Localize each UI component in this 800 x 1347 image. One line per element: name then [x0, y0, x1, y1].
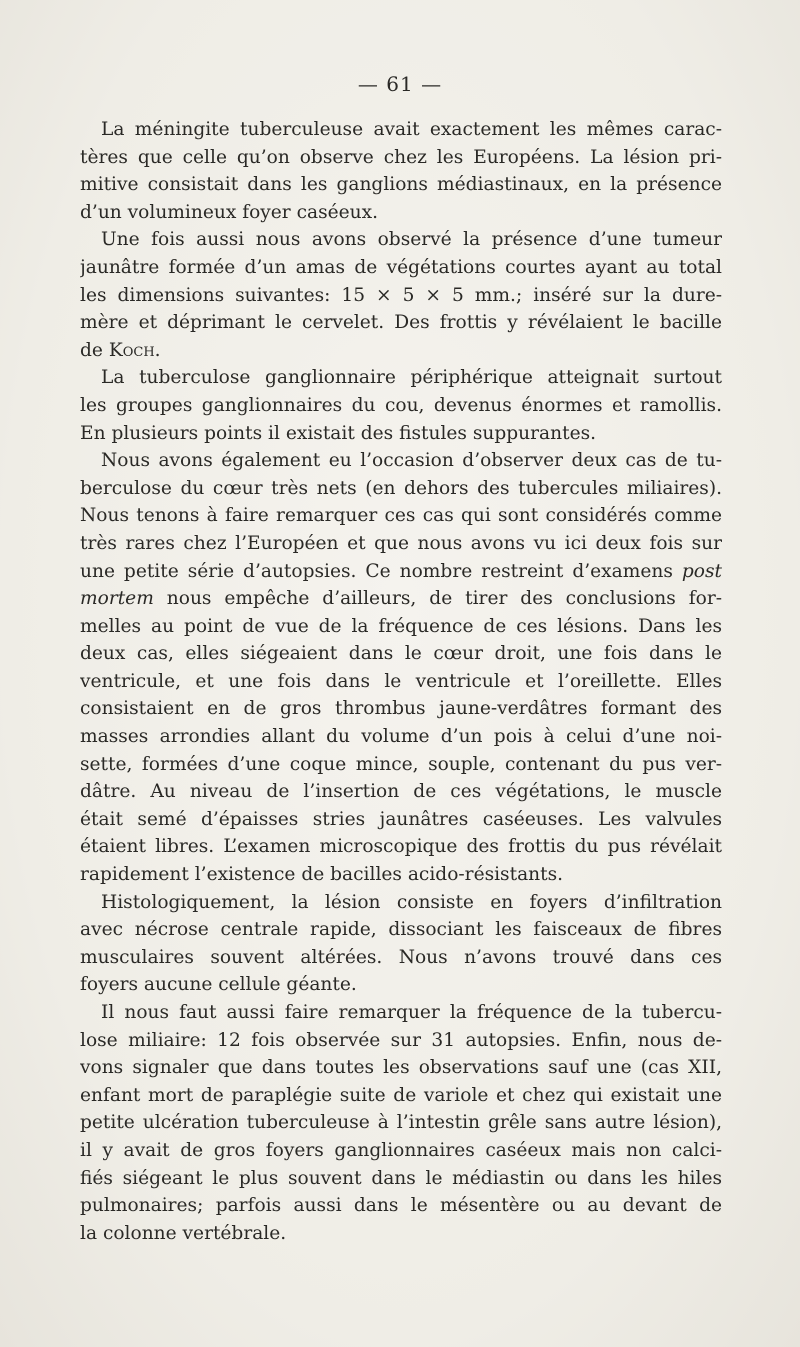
text-line: la colonne vertébrale. — [80, 1222, 287, 1244]
text-line: foyers aucune cellule géante. — [80, 974, 357, 996]
text-fragment: de — [80, 339, 109, 361]
text-line: musculaires souvent altérées. Nous n’avons trouvé dans ces — [80, 946, 722, 968]
text-line — [80, 585, 722, 613]
text-line: vons signaler que dans toutes les observations sauf une (cas XII, — [80, 1057, 722, 1079]
text-line: sette, formées d’une coque mince, souple, contenant du pus ver- — [80, 753, 722, 775]
italic-term: mortem — [80, 588, 154, 610]
text-line — [80, 558, 722, 586]
text-line: mitive consistait dans les ganglions médiastinaux, en la présence — [80, 174, 722, 196]
text-line: berculose du cœur très nets (en dehors des tubercules miliaires). — [80, 477, 722, 499]
text-line: masses arrondies allant du volume d’un pois à celui d’une noi- — [80, 726, 722, 748]
text-line: La tuberculose ganglionnaire périphérique atteignait surtout — [101, 367, 722, 389]
text-line: les groupes ganglionnaires du cou, devenus énormes et ramollis. — [80, 394, 722, 416]
text-line: melles au point de vue de la fréquence de ces lésions. Dans les — [80, 615, 722, 637]
text-line: était semé d’épaisses stries jaunâtres caséeuses. Les valvules — [80, 808, 722, 830]
text-line: Nous avons également eu l’occasion d’observer deux cas de tu- — [101, 450, 722, 472]
text-line: En plusieurs points il existait des fistules suppurantes. — [80, 422, 597, 444]
paragraph-6 — [80, 999, 722, 1247]
text-line: Histologiquement, la lésion consiste en foyers d’infiltration — [101, 891, 722, 913]
text-line: d’un volumineux foyer caséeux. — [80, 201, 379, 223]
text-line — [80, 337, 722, 365]
text-line: il y avait de gros foyers ganglionnaires caséeux mais non calci- — [80, 1139, 722, 1161]
paragraph-5 — [80, 889, 722, 999]
text-line: fiés siégeant le plus souvent dans le médiastin ou dans les hiles — [80, 1167, 722, 1189]
text-line: ventricule, et une fois dans le ventricule et l’oreillette. Elles — [80, 670, 722, 692]
text-line: enfant mort de paraplégie suite de variole et chez qui existait une — [80, 1084, 722, 1106]
text-line: mère et déprimant le cervelet. Des frottis y révélaient le bacille — [80, 312, 722, 334]
paragraph-4 — [80, 447, 722, 889]
author-name-koch: Koch — [108, 339, 155, 361]
text-line: La méningite tuberculeuse avait exactement les mêmes carac- — [101, 119, 722, 140]
italic-term: post — [681, 560, 722, 582]
text-fragment: nous empêche d’ailleurs, de tirer des conclusions for- — [153, 588, 722, 610]
text-line: consistaient en de gros thrombus jaune-verdâtres formant des — [80, 698, 722, 720]
paragraph-1 — [80, 116, 722, 226]
text-line: dâtre. Au niveau de l’insertion de ces végétations, le muscle — [80, 781, 722, 803]
paragraph-2 — [80, 226, 722, 364]
text-line: jaunâtre formée d’un amas de végétations courtes ayant au total — [80, 256, 722, 278]
text-fragment: une petite série d’autopsies. Ce nombre restreint d’examens — [80, 560, 682, 582]
page-number: — 61 — — [357, 72, 443, 96]
text-line: petite ulcération tuberculeuse à l’intestin grêle sans autre lésion), — [80, 1112, 722, 1134]
paragraph-3 — [80, 364, 722, 447]
text-line: les dimensions suivantes: 15 × 5 × 5 mm.; inséré sur la dure- — [80, 284, 722, 306]
text-line: Il nous faut aussi faire remarquer la fréquence de la tubercu- — [101, 1002, 722, 1023]
text-line: très rares chez l’Européen et que nous avons vu ici deux fois sur — [80, 532, 722, 554]
text-line: rapidement l’existence de bacilles acido-résistants. — [80, 864, 564, 886]
text-line: lose miliaire: 12 fois observée sur 31 autopsies. Enfin, nous de- — [80, 1029, 722, 1051]
text-fragment: . — [154, 339, 161, 361]
text-line: Nous tenons à faire remarquer ces cas qui sont considérés comme — [80, 505, 722, 527]
body-text — [80, 116, 722, 1247]
text-line: pulmonaires; parfois aussi dans le mésentère ou au devant de — [80, 1195, 722, 1217]
text-line: avec nécrose centrale rapide, dissociant les faisceaux de fibres — [80, 919, 722, 941]
text-line: étaient libres. L’examen microscopique des frottis du pus révélait — [80, 836, 722, 858]
text-line: deux cas, elles siégeaient dans le cœur droit, une fois dans le — [80, 643, 722, 665]
text-line: tères que celle qu’on observe chez les Européens. La lésion pri- — [80, 146, 722, 168]
text-line: Une fois aussi nous avons observé la présence d’une tumeur — [101, 229, 722, 251]
